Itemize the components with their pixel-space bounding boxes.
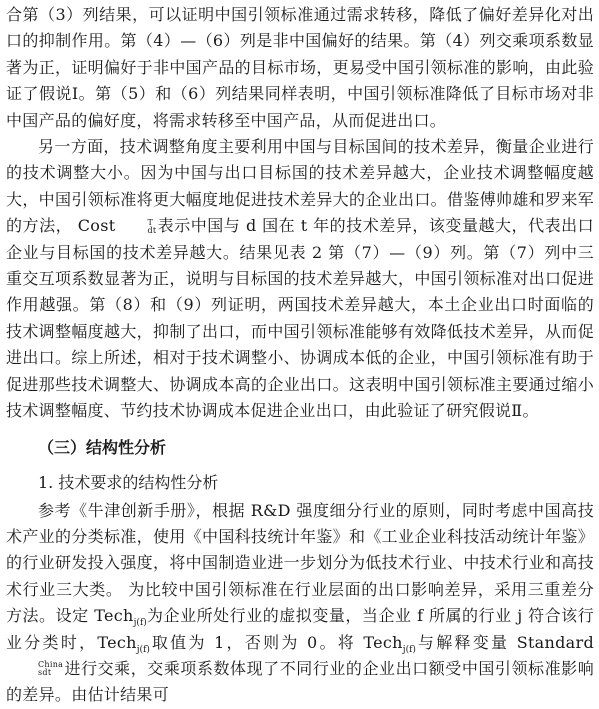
paragraph-technical-adjustment <box>6 134 594 424</box>
paragraph-industry-classification <box>6 498 594 709</box>
paragraph-text: 表示中国与 d 国在 t 年的技术差异，该变量越大，代表出口企业与目标国的技术差异越大。结果见表 2 第（7）—（9）列。第（7）列中三重交互项系数显著为正，说明与目标国的技术差异越大，中国引领标准对出口促进作用越强。第（8）和（9）列证明，两国技术差异越大，本土企业出口时面临的技术调整幅度越大，抑制了出口，而中国引领标准能够有效降低技术差异，从而促进出口。综上所述，相对于技术调整小、协调成本低的企业，中国引领标准有助于促进那些技术调整大、协调成本高的企业出口。这表明中国引领标准主要通过缩小技术调整幅度、节约技术协调成本促进企业出口，由此验证了研究假说Ⅱ。 <box>6 216 594 421</box>
paragraph-text: 设定 Tech <box>55 606 134 626</box>
document-page <box>6 2 594 709</box>
paragraph-text: 进行交乘，交乘项系数体现了不同行业的企业出口额受中国引领标准影响的差异。由估计结果可 <box>6 658 594 705</box>
paragraph-text: 与解释变量 Standard <box>415 632 594 652</box>
tech-subscript: j(f) <box>133 618 147 629</box>
tech-subscript: j(f) <box>136 644 150 655</box>
paragraph-text: 另一方面，技术调整角度主要利用中国与目标国间的技术差异，衡量企业进行的技术调整大小。因为中国与出口目标国的技术差异越大，企业技术调整幅度越大，中国引领标准将更大幅度地促进技术差异大的企业出口。借鉴傅帅雄和罗来军的方法， <box>6 137 594 236</box>
cost-variable: Cost T dt <box>77 216 157 236</box>
tech-subscript: j(f) <box>402 644 416 655</box>
paragraph-text: 为企业所处行业的虚拟变量，当企业 f 所属的行业 j 符合该行业分类时，Tech <box>6 606 594 652</box>
cost-sup-sub: T dt <box>147 217 157 235</box>
paragraph-text: 合第（3）列结果，可以证明中国引领标准通过需求转移，降低了偏好差异化对出口的抑制作用。第（4）—（6）列是非中国偏好的结果。第（4）列交乘项系数显著为正，证明偏好于非中国产品的目标市场，更易受中国引领标准的影响，由此验证了假说Ⅰ。第（5）和（6）列结果同样表明，中国引领标准降低了目标市场对非中国产品的偏好度，将需求转移至中国产品，从而促进出口。 <box>6 5 594 130</box>
section-heading: （三）结构性分析 <box>38 437 167 457</box>
paragraph-text: 参考《牛津创新手册》，根据 R&D 强度细分行业的原则，同时考虑中国高技术产业的分类标准，使用《中国科技统计年鉴》和《工业企业科技活动统计年鉴》的行业研发投入强度，将中国制造业进一步划分为低技术行业、中技术行业和高技术行业三大类。 为比较中国引领标准在行业层面的出口影响差异，采用三重差分方法。 <box>6 500 594 626</box>
paragraph-continuation <box>6 2 594 134</box>
standard-sup-sub: China sdt <box>38 660 64 678</box>
paragraph-text: 取值为 1，否则为 0。将 Tech <box>149 632 403 652</box>
subheading: 1. 技术要求的结构性分析 <box>38 472 219 492</box>
